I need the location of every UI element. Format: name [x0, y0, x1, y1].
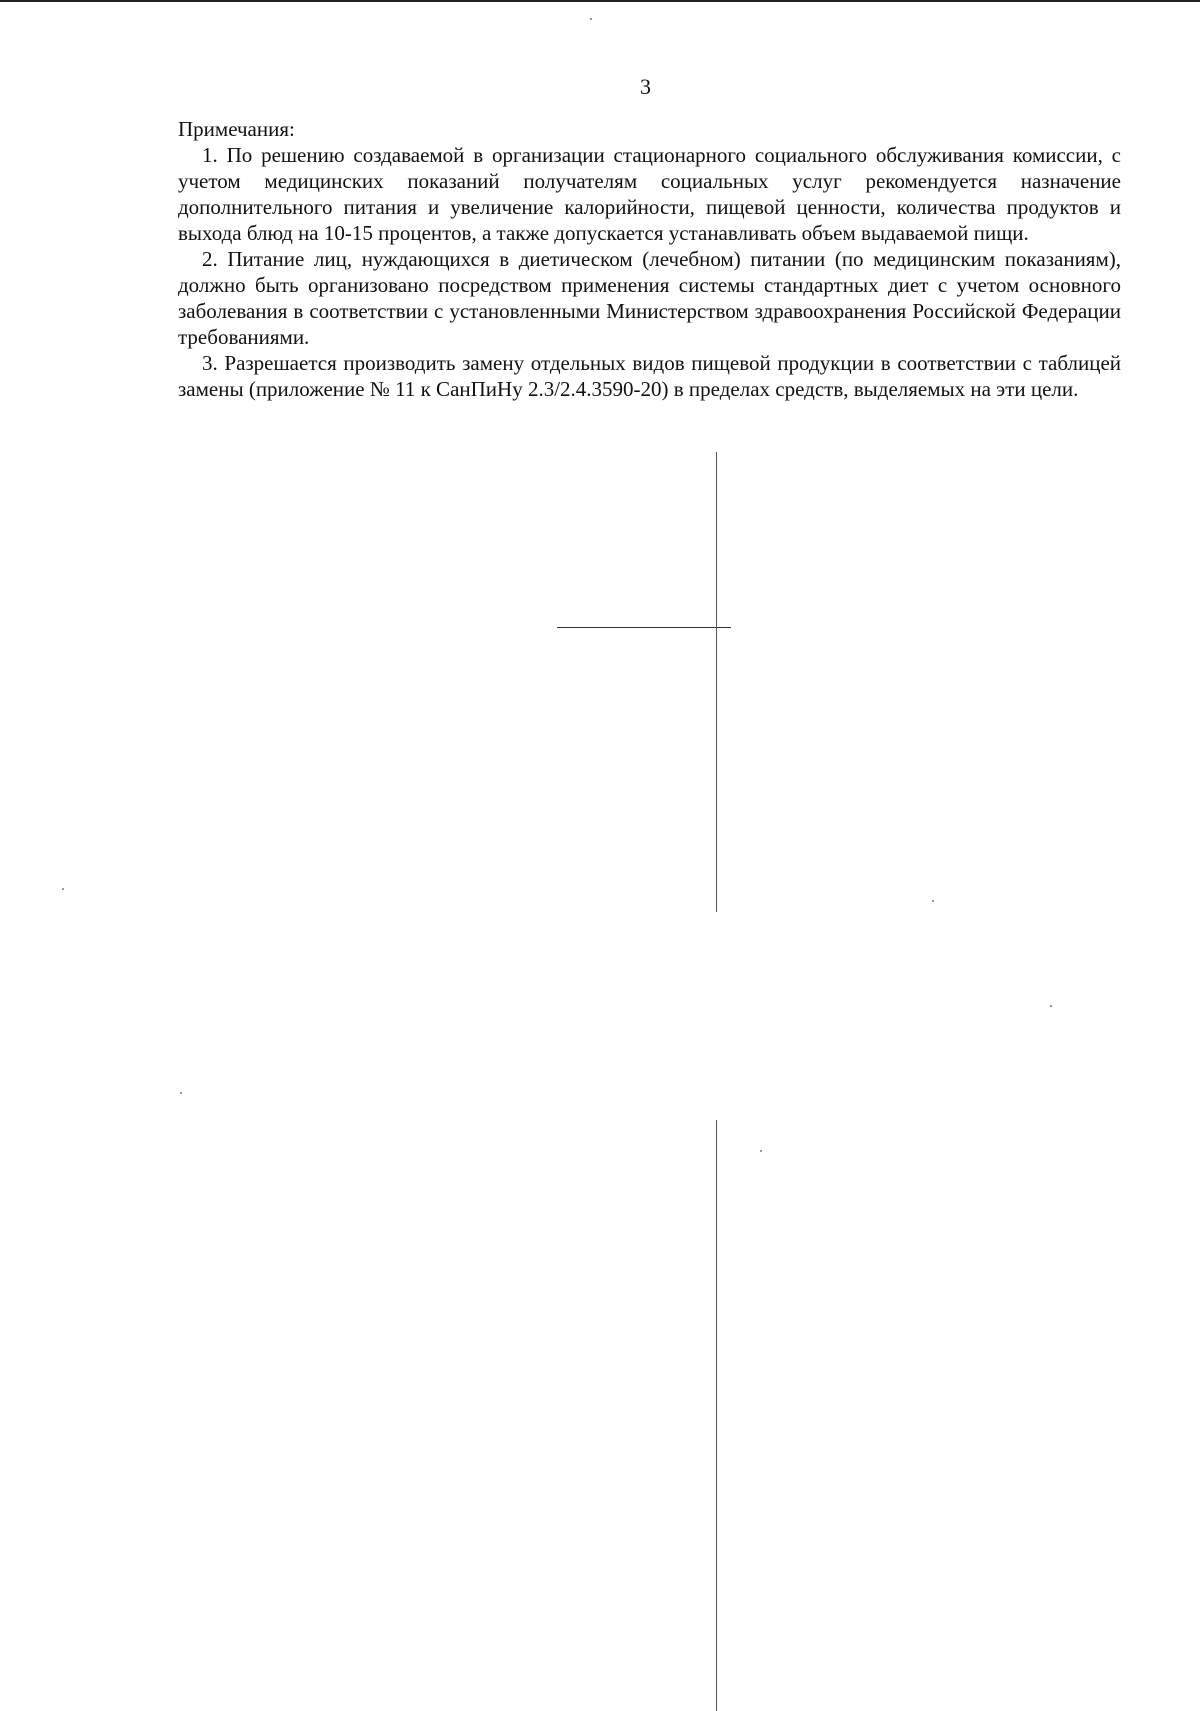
scan-speck [1050, 1005, 1052, 1007]
top-border-line [0, 0, 1200, 2]
note-item-2: 2. Питание лиц, нуждающихся в диетическом (лечебном) питании (по медицинским показаниям), должно быть организовано посредством применения системы стандартных диет с учетом основного заболевания в соответствии с установленными Министерством здравоохранения Российской Федерации требованиями. [178, 247, 1121, 349]
page-number: 3 [640, 74, 651, 99]
note-item-3: 3. Разрешается производить замену отдельных видов пищевой продукции в соответствии с таблицей замены (приложение № 11 к СанПиНу 2.3/2.4.3590-20) в пределах средств, выделяемых на эти цели. [178, 351, 1121, 401]
note-item-1: 1. По решению создаваемой в организации стационарного социального обслуживания комиссии, с учетом медицинских показаний получателям социальных услуг рекомендуется назначение дополнительного питания и увеличение калорийности, пищевой ценности, количества продуктов и выхода блюд на 10-15 процентов, а также допускается устанавливать объем выдаваемой пищи. [178, 143, 1121, 245]
scan-speck [62, 888, 64, 890]
scan-fold-line [716, 452, 717, 912]
scan-speck [180, 1092, 182, 1094]
notes-section [178, 116, 1121, 402]
scan-speck [932, 900, 934, 902]
scan-speck [590, 18, 592, 20]
notes-heading: Примечания: [178, 117, 295, 141]
scan-fold-line-lower [716, 1120, 717, 1711]
scan-speck [760, 1150, 762, 1152]
closing-separator-line [557, 627, 731, 628]
